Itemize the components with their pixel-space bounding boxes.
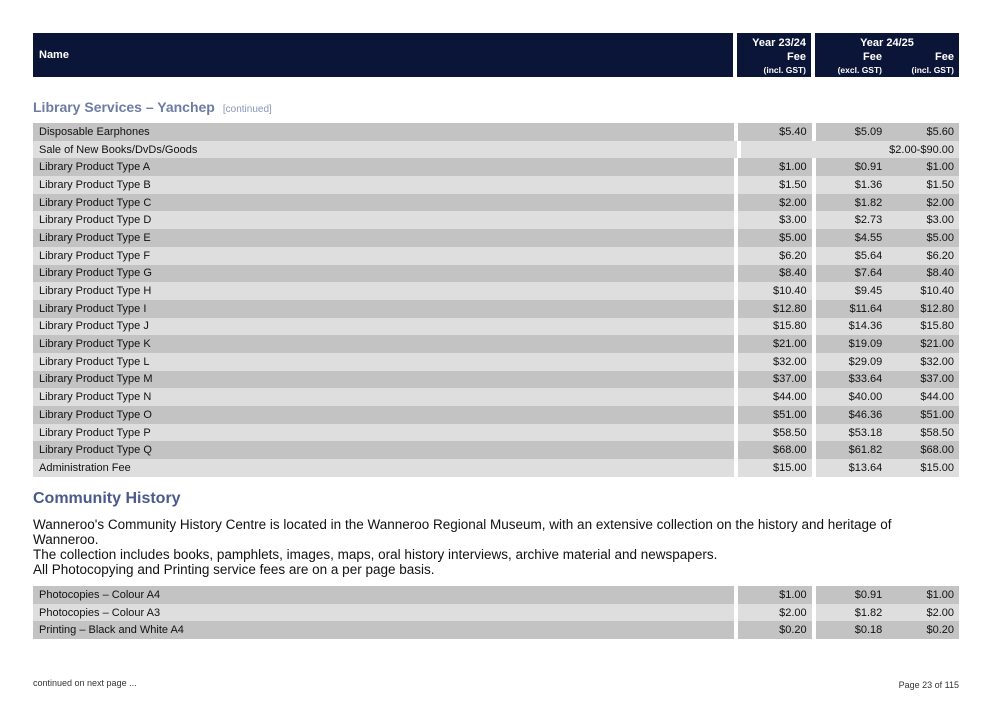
section-continued-label: [continued] bbox=[222, 104, 272, 115]
row-fee-2324-incl: $6.20 bbox=[738, 247, 812, 265]
row-name: Library Product Type I bbox=[33, 300, 734, 318]
row-fee-2324-incl: $12.80 bbox=[738, 300, 812, 318]
row-fee-2425-incl: $0.20 bbox=[887, 621, 959, 639]
row-name: Library Product Type F bbox=[33, 247, 734, 265]
row-fee-2425-excl: $53.18 bbox=[816, 424, 888, 442]
table-row bbox=[33, 158, 959, 176]
row-fee-2324-incl: $32.00 bbox=[738, 353, 812, 371]
section-title-text: Library Services – Yanchep bbox=[33, 99, 215, 115]
row-fee-2425-incl: $44.00 bbox=[887, 388, 959, 406]
row-fee-2425-incl: $12.80 bbox=[887, 300, 959, 318]
row-fee-2324-incl: $1.50 bbox=[738, 176, 812, 194]
table-row bbox=[33, 265, 959, 283]
row-fee-2425-excl: $19.09 bbox=[816, 335, 888, 353]
fee-table-header bbox=[33, 33, 959, 77]
row-fee-2425-excl: $5.09 bbox=[816, 123, 888, 141]
header-year-2425-col1-fee: Fee bbox=[863, 51, 882, 63]
row-fee-2425-excl: $7.64 bbox=[816, 265, 888, 283]
table-row bbox=[33, 604, 959, 622]
row-fee-2425-incl: $21.00 bbox=[887, 335, 959, 353]
row-name: Library Product Type E bbox=[33, 229, 734, 247]
row-name: Library Product Type B bbox=[33, 176, 734, 194]
table-row bbox=[33, 318, 959, 336]
row-name: Library Product Type K bbox=[33, 335, 734, 353]
row-name: Disposable Earphones bbox=[33, 123, 734, 141]
row-fee-2324-incl: $37.00 bbox=[738, 371, 812, 389]
header-year-2425-col1-sub: (excl. GST) bbox=[837, 65, 882, 75]
header-year-2425-col2-sub: (incl. GST) bbox=[911, 65, 954, 75]
table-row bbox=[33, 247, 959, 265]
row-name: Library Product Type D bbox=[33, 211, 734, 229]
row-fee-2324-incl: $2.00 bbox=[738, 194, 812, 212]
row-fee-2425-incl: $15.80 bbox=[887, 318, 959, 336]
row-fee-2425-excl: $11.64 bbox=[816, 300, 888, 318]
row-name: Library Product Type N bbox=[33, 388, 734, 406]
row-fee-2425-excl: $14.36 bbox=[816, 318, 888, 336]
row-fee-2425-incl: $2.00 bbox=[887, 604, 959, 622]
row-fee-2324-incl: $1.00 bbox=[738, 586, 812, 604]
row-fee-2425-incl: $3.00 bbox=[887, 211, 959, 229]
table-row bbox=[33, 424, 959, 442]
row-fee-2425-incl: $2.00 bbox=[887, 194, 959, 212]
row-fee-2425-excl: $5.64 bbox=[816, 247, 888, 265]
header-year-2425-title: Year 24/25 bbox=[860, 37, 914, 49]
library-fee-table bbox=[33, 123, 959, 477]
row-fee-2425-excl: $13.64 bbox=[816, 459, 888, 477]
table-row bbox=[33, 123, 959, 141]
row-name: Photocopies – Colour A4 bbox=[33, 586, 734, 604]
row-fee-2425-excl: $33.64 bbox=[816, 371, 888, 389]
table-row bbox=[33, 335, 959, 353]
header-year-2324-title: Year 23/24 bbox=[752, 37, 807, 49]
photocopy-note: All Photocopying and Printing service fees are on a per page basis. bbox=[33, 562, 435, 577]
row-fee-2425-incl: $8.40 bbox=[887, 265, 959, 283]
row-fee-2425-incl: $1.00 bbox=[887, 158, 959, 176]
table-row bbox=[33, 194, 959, 212]
row-fee-2324-incl: $5.40 bbox=[738, 123, 812, 141]
row-fee-2324-incl: $51.00 bbox=[738, 406, 812, 424]
row-name: Library Product Type P bbox=[33, 424, 734, 442]
row-fee-2425-incl: $6.20 bbox=[887, 247, 959, 265]
row-name: Library Product Type G bbox=[33, 265, 734, 283]
row-fee-2425-incl: $1.00 bbox=[887, 586, 959, 604]
page-number: Page 23 of 115 bbox=[898, 680, 959, 690]
row-fee-2425-incl: $58.50 bbox=[887, 424, 959, 442]
row-fee-2425-incl: $10.40 bbox=[887, 282, 959, 300]
row-name: Library Product Type Q bbox=[33, 441, 734, 459]
row-fee-2425-incl: $32.00 bbox=[887, 353, 959, 371]
row-fee-2425-incl: $15.00 bbox=[887, 459, 959, 477]
header-year-2425-col2-fee: Fee bbox=[935, 51, 954, 63]
table-row bbox=[33, 176, 959, 194]
header-name-label: Name bbox=[33, 33, 733, 77]
row-fee-2425-excl: $29.09 bbox=[816, 353, 888, 371]
row-name: Photocopies – Colour A3 bbox=[33, 604, 734, 622]
row-fee-2425-excl: $0.91 bbox=[816, 158, 888, 176]
row-name: Administration Fee bbox=[33, 459, 734, 477]
row-fee-2425-excl: $61.82 bbox=[816, 441, 888, 459]
community-history-fee-table bbox=[33, 586, 959, 639]
table-row bbox=[33, 388, 959, 406]
row-fee-2324-incl: $0.20 bbox=[738, 621, 812, 639]
community-history-description bbox=[33, 517, 953, 562]
row-fee-2324-incl: $8.40 bbox=[738, 265, 812, 283]
row-fee-2425-excl: $46.36 bbox=[816, 406, 888, 424]
table-row bbox=[33, 229, 959, 247]
row-fee-2425-excl: $0.18 bbox=[816, 621, 888, 639]
row-name: Library Product Type A bbox=[33, 158, 734, 176]
table-row bbox=[33, 300, 959, 318]
table-row bbox=[33, 586, 959, 604]
row-name: Library Product Type J bbox=[33, 318, 734, 336]
row-name: Library Product Type M bbox=[33, 371, 734, 389]
community-history-para-line1: Wanneroo's Community History Centre is located in the Wanneroo Regional Museum, with an extensive collection on the history and heritage of Wanneroo. bbox=[33, 517, 892, 547]
row-fee-2324-incl: $15.80 bbox=[738, 318, 812, 336]
table-row bbox=[33, 406, 959, 424]
table-row bbox=[33, 621, 959, 639]
header-year-2324 bbox=[737, 33, 811, 77]
header-year-2324-sub: (incl. GST) bbox=[763, 65, 807, 75]
row-fee-2324-incl: $1.00 bbox=[738, 158, 812, 176]
community-history-title: Community History bbox=[33, 490, 181, 507]
section-title bbox=[33, 99, 272, 115]
row-fee-2425-excl: $40.00 bbox=[816, 388, 888, 406]
row-fee-2425-incl: $51.00 bbox=[887, 406, 959, 424]
row-fee-2425-excl: $1.82 bbox=[816, 194, 888, 212]
row-name: Sale of New Books/DvDs/Goods bbox=[33, 141, 737, 159]
table-row bbox=[33, 141, 959, 159]
row-fee-2324-incl: $5.00 bbox=[738, 229, 812, 247]
row-fee-2324-incl: $3.00 bbox=[738, 211, 812, 229]
row-fee-2425-excl: $2.73 bbox=[816, 211, 888, 229]
row-fee-2324-incl: $2.00 bbox=[738, 604, 812, 622]
row-name: Printing – Black and White A4 bbox=[33, 621, 734, 639]
row-fee-2425-excl: $1.36 bbox=[816, 176, 888, 194]
table-row bbox=[33, 282, 959, 300]
header-year-2425 bbox=[815, 33, 959, 77]
table-row bbox=[33, 371, 959, 389]
row-fee-2324-incl: $58.50 bbox=[738, 424, 812, 442]
row-name: Library Product Type L bbox=[33, 353, 734, 371]
row-fee-2324-incl: $44.00 bbox=[738, 388, 812, 406]
row-name: Library Product Type O bbox=[33, 406, 734, 424]
row-fee-2425-excl: $4.55 bbox=[816, 229, 888, 247]
row-fee-2425-excl: $9.45 bbox=[816, 282, 888, 300]
row-fee-2425-incl: $37.00 bbox=[887, 371, 959, 389]
row-fee-2425-incl: $5.60 bbox=[887, 123, 959, 141]
row-fee-2324-incl: $21.00 bbox=[738, 335, 812, 353]
row-fee-2425-excl: $1.82 bbox=[816, 604, 888, 622]
row-fee-2425-excl: $0.91 bbox=[816, 586, 888, 604]
row-fee-range: $2.00-$90.00 bbox=[741, 141, 959, 159]
table-row bbox=[33, 441, 959, 459]
row-fee-2425-incl: $68.00 bbox=[887, 441, 959, 459]
footer-continued: continued on next page ... bbox=[33, 678, 137, 688]
table-row bbox=[33, 211, 959, 229]
table-row bbox=[33, 459, 959, 477]
community-history-para-line2: The collection includes books, pamphlets, images, maps, oral history interviews, archive material and newspapers. bbox=[33, 547, 718, 562]
row-fee-2324-incl: $15.00 bbox=[738, 459, 812, 477]
row-name: Library Product Type H bbox=[33, 282, 734, 300]
row-fee-2425-incl: $1.50 bbox=[887, 176, 959, 194]
row-fee-2324-incl: $10.40 bbox=[738, 282, 812, 300]
row-fee-2425-incl: $5.00 bbox=[887, 229, 959, 247]
row-fee-2324-incl: $68.00 bbox=[738, 441, 812, 459]
row-name: Library Product Type C bbox=[33, 194, 734, 212]
header-year-2324-fee: Fee bbox=[787, 51, 807, 63]
table-row bbox=[33, 353, 959, 371]
